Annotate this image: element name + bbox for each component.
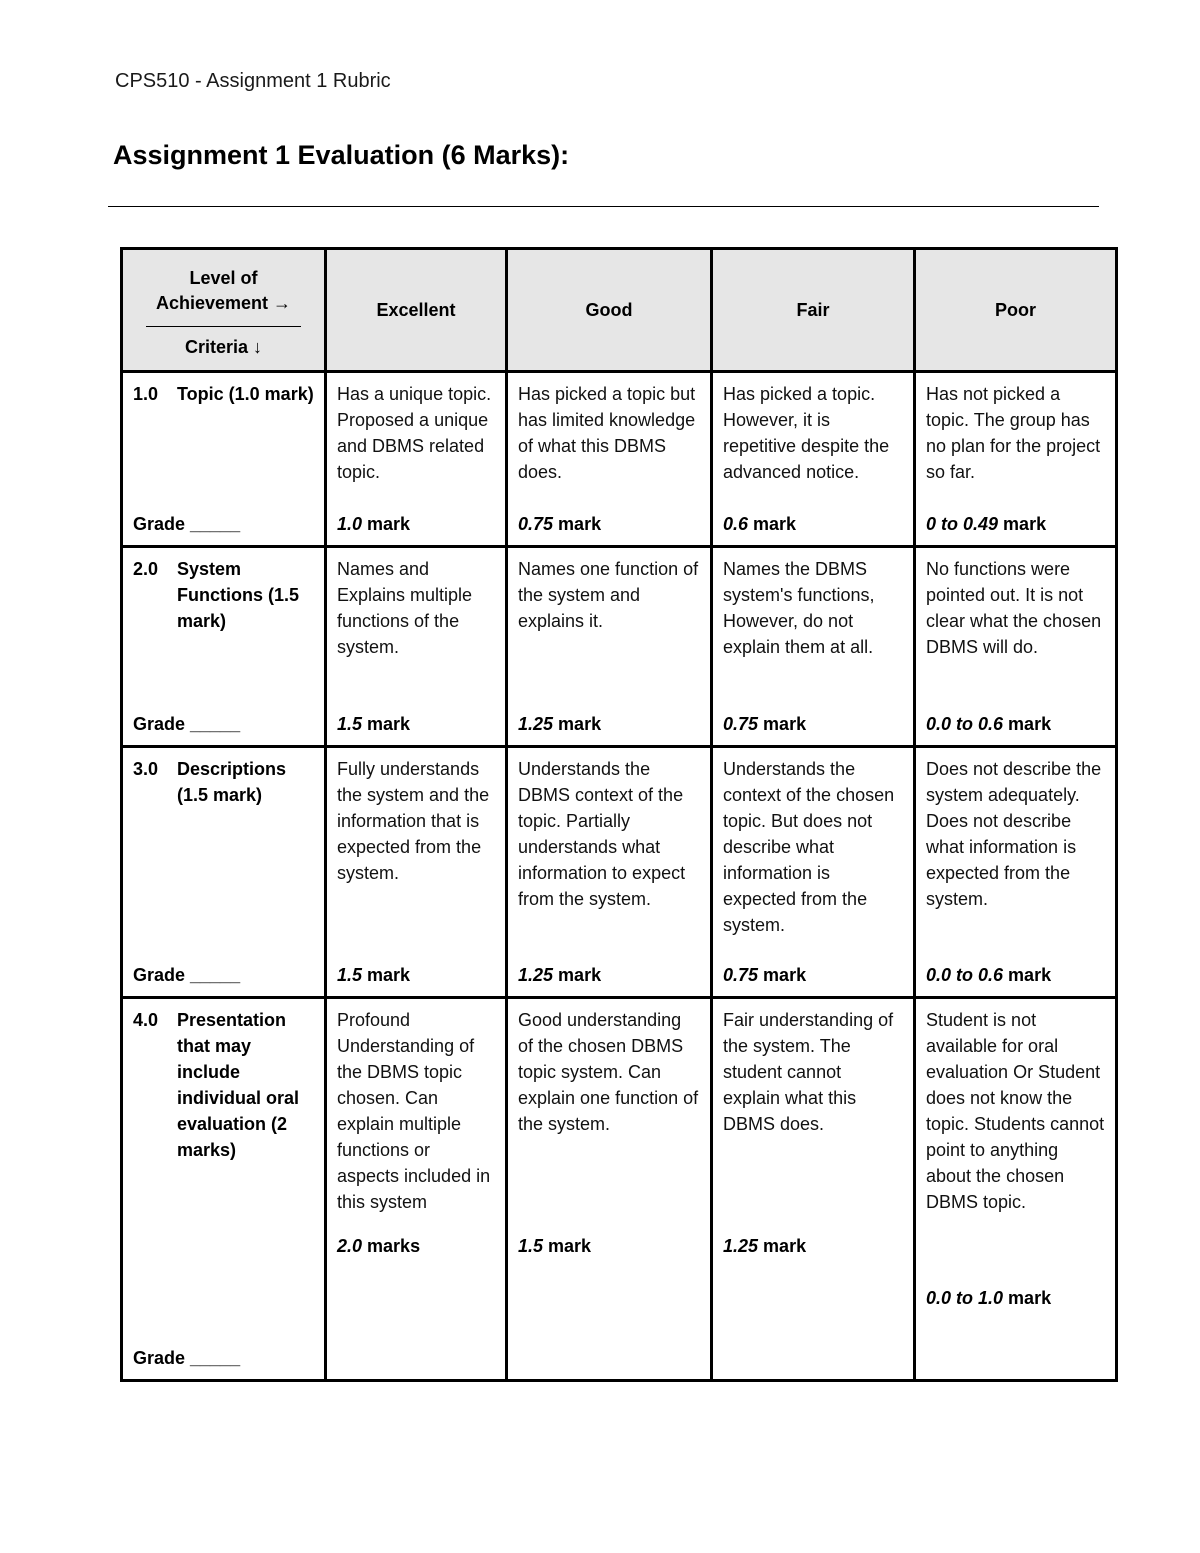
rubric-cell-good [507, 747, 712, 998]
cell-mark [723, 511, 796, 537]
mark-unit: mark [553, 965, 602, 985]
mark-value: 1.25 [518, 714, 554, 734]
mark-value: 0.0 to 0.6 [926, 965, 1004, 985]
corner-divider [146, 326, 301, 327]
cell-mark [337, 962, 410, 988]
cell-description: Fair understanding of the system. The student cannot explain what this DBMS does. [723, 1010, 894, 1134]
cell-mark [518, 511, 601, 537]
mark-value: 1.5 [337, 965, 363, 985]
cell-mark [926, 511, 1046, 537]
mark-unit: mark [1003, 714, 1052, 734]
mark-value: 0.0 to 0.6 [926, 714, 1004, 734]
rubric-cell-excellent [326, 998, 507, 1381]
rubric-cell-good [507, 998, 712, 1381]
cell-description: Understands the DBMS context of the topic. Partially understands what information to expect from the system. [518, 759, 686, 909]
mark-unit: mark [362, 514, 411, 534]
criterion-name: Presentation that may include individual oral evaluation (2 marks) [177, 1010, 300, 1160]
mark-unit: mark [758, 714, 807, 734]
cell-mark [926, 962, 1051, 988]
mark-value: 1.0 [337, 514, 363, 534]
cell-description: Profound Understanding of the DBMS topic chosen. Can explain multiple functions or aspects included in this system [337, 1010, 491, 1212]
grade-blank: Grade _____ [133, 714, 241, 734]
level-header-good: Good [507, 249, 712, 372]
cell-mark [723, 962, 806, 988]
cell-description: Names and Explains multiple functions of the system. [337, 559, 473, 657]
cell-description: Student is not available for oral evaluation Or Student does not know the topic. Students cannot point to anything about the chosen DBMS topic. [926, 1010, 1105, 1212]
criterion-name: Descriptions (1.5 mark) [177, 759, 287, 805]
rubric-cell-fair [712, 747, 915, 998]
mark-unit: mark [553, 714, 602, 734]
criterion-number: 1.0 [133, 384, 159, 404]
cell-mark [723, 711, 806, 737]
cell-description: Does not describe the system adequately. Does not describe what information is expected from the system. [926, 759, 1102, 909]
rubric-cell-fair [712, 547, 915, 747]
cell-description: Has picked a topic. However, it is repetitive despite the advanced notice. [723, 384, 890, 482]
criterion-number: 2.0 [133, 559, 159, 579]
criterion-name: Topic (1.0 mark) [177, 384, 314, 404]
table-row [122, 998, 1117, 1381]
cell-mark [518, 711, 601, 737]
criterion-cell [122, 372, 326, 547]
mark-unit: mark [553, 514, 602, 534]
mark-unit: mark [758, 1236, 807, 1256]
mark-value: 2.0 [337, 1236, 363, 1256]
cell-description: Names the DBMS system's functions, However, do not explain them at all. [723, 559, 875, 657]
mark-unit: mark [1003, 1288, 1052, 1308]
mark-unit: mark [758, 965, 807, 985]
corner-header [122, 249, 326, 372]
rubric-cell-fair [712, 998, 915, 1381]
mark-value: 0 to 0.49 [926, 514, 999, 534]
grade-blank: Grade _____ [133, 965, 241, 985]
cell-mark [337, 711, 410, 737]
rubric-cell-fair [712, 372, 915, 547]
cell-mark [723, 1233, 806, 1259]
cell-mark [518, 1233, 591, 1259]
level-header-poor: Poor [915, 249, 1117, 372]
cell-mark [926, 711, 1051, 737]
table-row [122, 747, 1117, 998]
cell-description: Has picked a topic but has limited knowledge of what this DBMS does. [518, 384, 696, 482]
cell-mark [926, 1285, 1051, 1311]
rubric-header-row [122, 249, 1117, 372]
title-divider [108, 206, 1099, 207]
criterion-number: 4.0 [133, 1010, 159, 1030]
rubric-table [120, 247, 1118, 1382]
mark-value: 0.0 to 1.0 [926, 1288, 1004, 1308]
cell-description: No functions were pointed out. It is not clear what the chosen DBMS will do. [926, 559, 1102, 657]
cell-mark [518, 962, 601, 988]
mark-value: 1.5 [518, 1236, 544, 1256]
cell-description: Good understanding of the chosen DBMS topic system. Can explain one function of the system. [518, 1010, 699, 1134]
mark-value: 1.25 [518, 965, 554, 985]
mark-value: 0.75 [723, 714, 759, 734]
corner-level-label: Level of [189, 268, 258, 288]
mark-unit: mark [362, 714, 411, 734]
criterion-name: System Functions (1.5 mark) [177, 559, 300, 631]
mark-value: 0.75 [723, 965, 759, 985]
cell-description: Has not picked a topic. The group has no plan for the project so far. [926, 384, 1101, 482]
rubric-cell-poor [915, 372, 1117, 547]
criterion-number: 3.0 [133, 759, 159, 779]
document-title: Assignment 1 Evaluation (6 Marks): [113, 140, 570, 170]
table-row [122, 372, 1117, 547]
mark-unit: marks [362, 1236, 421, 1256]
rubric-cell-poor [915, 547, 1117, 747]
criterion-cell [122, 998, 326, 1381]
mark-unit: mark [543, 1236, 592, 1256]
corner-achievement-label: Achievement → [155, 293, 292, 313]
cell-description: Has a unique topic. Proposed a unique and DBMS related topic. [337, 384, 492, 482]
mark-unit: mark [748, 514, 797, 534]
mark-value: 1.25 [723, 1236, 759, 1256]
grade-blank: Grade _____ [133, 1348, 241, 1368]
rubric-cell-excellent [326, 547, 507, 747]
rubric-cell-poor [915, 747, 1117, 998]
level-header-excellent: Excellent [326, 249, 507, 372]
rubric-cell-poor [915, 998, 1117, 1381]
cell-mark [337, 511, 410, 537]
criterion-cell [122, 747, 326, 998]
level-header-fair: Fair [712, 249, 915, 372]
mark-value: 1.5 [337, 714, 363, 734]
mark-unit: mark [1003, 965, 1052, 985]
mark-value: 0.6 [723, 514, 749, 534]
cell-description: Names one function of the system and explains it. [518, 559, 699, 631]
rubric-cell-excellent [326, 747, 507, 998]
corner-criteria-label: Criteria ↓ [184, 337, 263, 357]
cell-description: Fully understands the system and the information that is expected from the system. [337, 759, 490, 883]
grade-blank: Grade _____ [133, 514, 241, 534]
mark-unit: mark [362, 965, 411, 985]
mark-value: 0.75 [518, 514, 554, 534]
criterion-cell [122, 547, 326, 747]
table-row [122, 547, 1117, 747]
document-header: CPS510 - Assignment 1 Rubric [115, 70, 391, 92]
mark-unit: mark [998, 514, 1047, 534]
rubric-cell-good [507, 372, 712, 547]
cell-mark [337, 1233, 420, 1259]
cell-description: Understands the context of the chosen topic. But does not describe what information is expected from the system. [723, 759, 895, 935]
rubric-cell-good [507, 547, 712, 747]
rubric-cell-excellent [326, 372, 507, 547]
